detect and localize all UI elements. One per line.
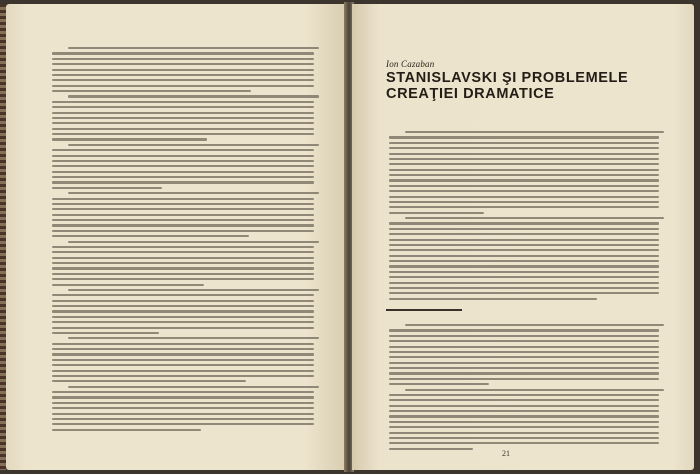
left-page <box>6 4 346 470</box>
text-line <box>52 370 314 372</box>
text-line <box>52 343 314 345</box>
text-line <box>52 278 314 280</box>
text-line <box>68 144 320 146</box>
text-line <box>389 432 659 434</box>
text-line <box>52 101 314 103</box>
text-line <box>52 359 314 361</box>
text-line <box>52 423 314 425</box>
text-line <box>52 74 314 76</box>
text-line <box>389 356 659 358</box>
text-line <box>389 437 659 439</box>
text-line <box>52 214 314 216</box>
text-line <box>389 282 659 284</box>
text-line <box>389 394 659 396</box>
text-line <box>52 203 314 205</box>
text-line <box>389 260 659 262</box>
text-line <box>52 262 314 264</box>
text-line <box>52 176 314 178</box>
text-line <box>68 47 320 49</box>
text-line <box>52 165 314 167</box>
text-line <box>389 179 659 181</box>
text-line <box>52 85 314 87</box>
text-line <box>389 222 659 224</box>
text-line <box>389 147 659 149</box>
text-line <box>52 375 314 377</box>
text-line <box>389 426 659 428</box>
text-line <box>52 230 314 232</box>
text-line <box>68 192 320 194</box>
text-line <box>52 106 314 108</box>
text-line <box>389 239 659 241</box>
text-line <box>52 198 314 200</box>
text-line <box>52 391 314 393</box>
text-line <box>52 429 201 431</box>
text-line <box>52 348 314 350</box>
text-line <box>52 284 204 286</box>
text-line <box>389 340 659 342</box>
right-page-body-text-lower <box>389 324 659 450</box>
text-line <box>389 158 659 160</box>
text-line <box>389 276 659 278</box>
text-line <box>52 63 314 65</box>
text-line <box>52 273 314 275</box>
text-line <box>389 153 659 155</box>
article-title-line-1: STANISLAVSKI ŞI PROBLEMELE <box>386 70 629 86</box>
text-line <box>389 233 659 235</box>
text-line <box>389 383 489 385</box>
text-line <box>52 52 314 54</box>
text-line <box>389 244 659 246</box>
text-line <box>389 335 659 337</box>
article-author: Ion Cazaban <box>386 59 435 69</box>
text-line <box>389 378 659 380</box>
text-line <box>52 418 314 420</box>
text-line <box>52 79 314 81</box>
text-line <box>389 372 659 374</box>
text-line <box>389 410 659 412</box>
text-line <box>389 405 659 407</box>
text-line <box>405 217 664 219</box>
article-title-line-2: CREAŢIEI DRAMATICE <box>386 86 555 102</box>
text-line <box>68 386 320 388</box>
text-line <box>52 117 314 119</box>
text-line <box>52 327 314 329</box>
text-line <box>389 329 659 331</box>
text-line <box>52 149 314 151</box>
text-line <box>52 58 314 60</box>
page-number: 21 <box>502 449 510 458</box>
text-line <box>389 228 659 230</box>
text-line <box>68 241 320 243</box>
text-line <box>52 407 314 409</box>
text-line <box>389 399 659 401</box>
text-line <box>52 133 314 135</box>
text-line <box>405 131 664 133</box>
text-line <box>389 346 659 348</box>
text-line <box>52 396 314 398</box>
text-line <box>52 160 314 162</box>
text-line <box>389 287 659 289</box>
text-line <box>389 142 659 144</box>
text-line <box>389 421 659 423</box>
text-line <box>389 196 659 198</box>
text-line <box>389 174 659 176</box>
text-line <box>52 364 314 366</box>
text-line <box>52 224 314 226</box>
text-line <box>52 69 314 71</box>
article-title <box>386 70 646 102</box>
text-line <box>52 171 314 173</box>
text-line <box>389 415 659 417</box>
text-line <box>389 201 659 203</box>
text-line <box>52 402 314 404</box>
text-line <box>389 206 659 208</box>
text-line <box>389 292 659 294</box>
text-line <box>52 305 314 307</box>
text-line <box>52 235 249 237</box>
text-line <box>389 442 659 444</box>
text-line <box>52 246 314 248</box>
text-line <box>389 271 659 273</box>
text-line <box>52 380 246 382</box>
text-line <box>52 257 314 259</box>
text-line <box>52 300 314 302</box>
text-line <box>389 367 659 369</box>
text-line <box>52 208 314 210</box>
left-page-body-text <box>52 47 314 431</box>
section-divider <box>386 309 462 311</box>
text-line <box>52 316 314 318</box>
text-line <box>389 362 659 364</box>
text-line <box>405 324 664 326</box>
text-line <box>52 128 314 130</box>
text-line <box>389 448 473 450</box>
text-line <box>405 389 664 391</box>
text-line <box>389 185 659 187</box>
text-line <box>52 413 314 415</box>
text-line <box>52 155 314 157</box>
right-page-body-text-upper <box>389 131 659 300</box>
text-line <box>52 321 314 323</box>
text-line <box>52 219 314 221</box>
text-line <box>52 181 314 183</box>
text-line <box>52 310 314 312</box>
text-line <box>52 187 162 189</box>
text-line <box>52 332 159 334</box>
text-line <box>52 112 314 114</box>
text-line <box>52 251 314 253</box>
text-line <box>68 289 320 291</box>
text-line <box>52 122 314 124</box>
text-line <box>389 163 659 165</box>
text-line <box>52 353 314 355</box>
text-line <box>389 298 597 300</box>
text-line <box>389 212 484 214</box>
text-line <box>389 249 659 251</box>
text-line <box>389 351 659 353</box>
text-line <box>52 267 314 269</box>
text-line <box>389 265 659 267</box>
text-line <box>389 190 659 192</box>
text-line <box>68 95 320 97</box>
text-line <box>389 136 659 138</box>
text-line <box>68 337 320 339</box>
text-line <box>52 294 314 296</box>
text-line <box>52 90 251 92</box>
text-line <box>389 169 659 171</box>
text-line <box>52 138 207 140</box>
text-line <box>389 255 659 257</box>
